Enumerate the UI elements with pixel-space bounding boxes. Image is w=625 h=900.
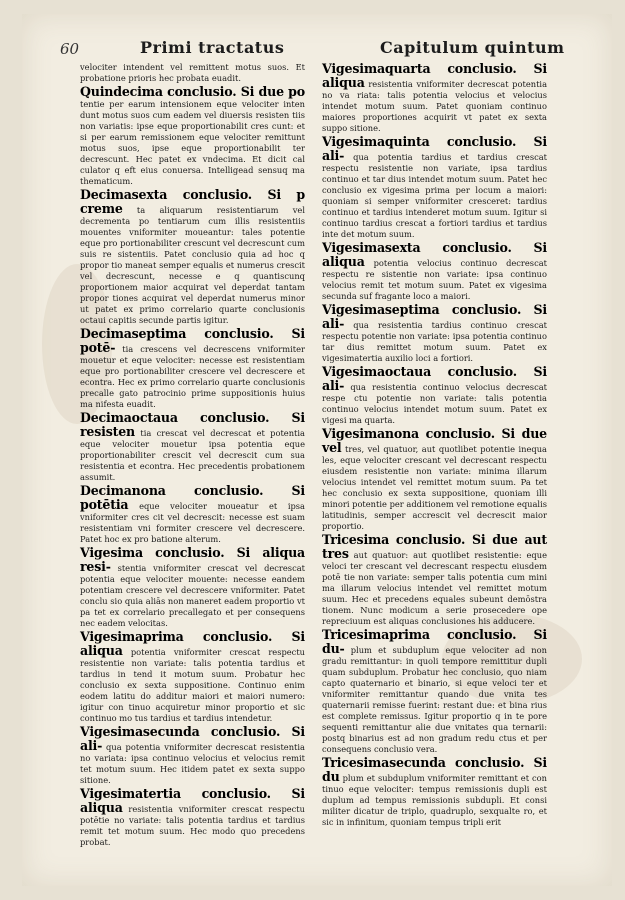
conclusion-paragraph — [322, 303, 547, 364]
conclusion-heading: Vigesimaquarta conclusio. Si aliqua — [322, 61, 547, 90]
conclusion-text: qua resistentia tardius continuo crescat respectu potentie non variate: ipsa potentia continuo tar dius remittet motum suum. Patet ex vigesimatertia auxilio loci a fortiori. — [322, 320, 547, 363]
conclusion-paragraph — [322, 628, 547, 755]
conclusion-heading: Tricesimaprima conclusio. Si du- — [322, 627, 547, 656]
conclusion-paragraph — [80, 546, 305, 629]
conclusion-heading: Tricesimasecunda conclusio. Si du — [322, 755, 547, 784]
conclusion-text: aut quatuor: aut quotlibet resistentie: eque veloci ter crescant vel decrescant respectu eiusdem potē tie non variate: semper talis potentia cum mini ma illarum velocius intendet vel remittet motum suum. Hec et precedens equales subeunt demōstra tionem. Nunc modicum a serie prosecedere ope repreciuum est aliquas conclusiones his adducere. — [322, 550, 547, 626]
conclusion-paragraph — [80, 484, 305, 545]
conclusion-heading: Vigesimaquinta conclusio. Si ali- — [322, 134, 547, 163]
conclusion-paragraph — [322, 62, 547, 134]
conclusion-heading: Quindecima conclusio. Si due po — [80, 84, 305, 99]
conclusion-text: plum et subduplum vniformiter remittant et con tinuo eque velociter: tempus remissionis dupli est duplum ad tempus remissionis subdupli. Et consi militer dicatur de triplo, quadruplo, sexqualte ro, et sic in infinitum, quoniam tempus tripli erit — [322, 773, 548, 827]
conclusion-paragraph — [322, 533, 547, 627]
conclusion-heading: Tricesima conclusio. Si due aut tres — [322, 532, 547, 561]
conclusion-text: stentia vniformiter crescat vel decrescat potentia eque velociter mouente: necesse eandem potentiam crescere vel decrescere vniformiter. Patet conclu sio quia aliās non maneret eadem proportio vt pa tet ex correlario precallegato et per consequens nec eadem velocitas. — [80, 563, 305, 628]
left-text-column — [80, 62, 305, 849]
conclusion-paragraph — [80, 85, 305, 187]
right-text-column — [322, 62, 547, 829]
conclusion-heading: Decimasexta conclusio. Si p creme — [80, 187, 305, 216]
conclusion-heading: Decimanona conclusio. Si potētia — [80, 483, 305, 512]
conclusion-heading: Vigesimasexta conclusio. Si aliqua — [322, 240, 547, 269]
conclusion-paragraph — [322, 365, 547, 426]
conclusion-heading: Vigesimaseptima conclusio. Si ali- — [322, 302, 547, 331]
conclusion-paragraph — [322, 241, 547, 302]
conclusion-text: resistentia vniformiter crescat respectu potētie no variate: talis potentia tardius et tardius remit tet motum suum. Hec modo quo precedens probat. — [80, 804, 305, 847]
conclusion-text: potentia velocius continuo decrescat respectu re sistentie non variate: ipsa continuo velocius remit tet motum suum. Patet ex vigesima secunda suf fragante loco a maiori. — [322, 258, 547, 301]
conclusion-text: tia crescens vel decrescens vniformiter mouetur et eque velociter: necesse est resistentiam eque pro portionabiliter crescere vel decrescere et econtra. Hec ex primo correlario quarte conclusionis precalle gato patrocinio prime suppositionis huius ma nifesta euadit. — [80, 344, 305, 409]
conclusion-text: tentie per earum intensionem eque velociter inten dunt motus suos cum eadem vel diuersis resisten tiis non variatis: ipse eque proportionabilit cres cunt: et si per earum remissionem eque velociter remittunt motus suos, ipse eque proportionabilit ter decrescunt. Hec patet ex vndecima. Et dicit cal culator q eft eius conuersa. Intelligead sensuq ma thematicum. — [80, 99, 305, 186]
conclusion-text: potentia vniformiter crescat respectu resistentie non variate: talis potentia tardius et tardius in tend it motum suum. Probatur hec conclusio ex sexta suppositione. Continuo enim eodem latitu do additur maiori et maiori numero: igitur con tinuo acquiretur minor proportio et sic continuo mo tus tardius et tardius intendetur. — [80, 647, 305, 723]
conclusion-heading: Vigesimatertia conclusio. Si aliqua — [80, 786, 305, 815]
conclusion-text: velociter intendent vel remittent motus suos. Et probatione prioris hec probata euadit. — [80, 62, 305, 83]
conclusion-text: ta aliquarum resistentiarum vel decrementa po tentiarum cum illis resistentiis mouentes vniformiter moueantur: tales potentie eque pro portionabiliter crescunt vel decrescunt cum suis re sistentiis. Patet conclusio quia ad hoc q propor tio maneat semper equalis et numerus crescit vel decrescunt, necesse e q quantiscunq proportionem maior acquirat vel deperdat tantam propor tiones acquirat vel deperdat numerus minor ut patet ex primo correlario quarte conclusionis octaui capitis secunde partis igitur. — [80, 205, 305, 325]
conclusion-paragraph — [80, 327, 305, 410]
conclusion-paragraph — [80, 62, 305, 84]
conclusion-paragraph — [322, 135, 547, 240]
conclusion-heading: Vigesimasecunda conclusio. Si ali- — [80, 724, 305, 753]
conclusion-heading: Vigesima conclusio. Si aliqua resi- — [80, 545, 305, 574]
running-head-left: Primi tractatus — [140, 38, 285, 57]
conclusion-paragraph — [80, 787, 305, 848]
conclusion-heading: Decimaseptima conclusio. Si potē- — [80, 326, 305, 355]
conclusion-text: resistentia vniformiter decrescat potentia no va riata: talis potentia velocius et velocius intendet motum suum. Patet quoniam continuo maiores proportiones acquirit vt patet ex sexta suppo sitione. — [322, 79, 548, 133]
conclusion-text: qua potentia tardius et tardius crescat respectu resistentie non variate, ipsa tardius continuo et tar dius intendet motum suum. Patet hec conclusio ex vigesima prima per locum a maiori: quoniam si semper vniformiter cresceret: tardius continuo et tardius intenderet motum suum. Igitur si continuo tardius crescat a fortiori tardius et tardius inte det motum suum. — [322, 152, 548, 239]
conclusion-paragraph — [322, 427, 547, 532]
conclusion-text: qua resistentia continuo velocius decrescat respe ctu potentie non variate: talis potentia continuo velocius intendet motum suum. Patet ex vigesi ma quarta. — [322, 382, 547, 425]
conclusion-text: eque velociter moueatur et ipsa vniformiter cres cit vel decrescit: necesse est suam resistentiam vni formiter crescere vel decrescere. Patet hoc ex pro batione alterum. — [80, 501, 306, 544]
conclusion-paragraph — [80, 411, 305, 483]
conclusion-text: qua potentia vniformiter decrescat resistentia no variata: ipsa continuo velocius et velocius remit tet motum suum. Hec itidem patet ex sexta suppo sitione. — [80, 742, 305, 785]
conclusion-paragraph — [80, 188, 305, 326]
conclusion-paragraph — [322, 756, 547, 828]
conclusion-heading: Vigesimaoctaua conclusio. Si ali- — [322, 364, 547, 393]
page-number: 60 — [60, 40, 80, 58]
conclusion-heading: Vigesimanona conclusio. Si due vel — [322, 426, 547, 455]
conclusion-text: tia crescat vel decrescat et potentia eque velociter mouetur ipsa potentia eque proportionabiliter crescit vel decrescit cum sua resistentia et econtra. Hec precedentis probationem assumit. — [80, 428, 305, 482]
conclusion-heading: Decimaoctaua conclusio. Si resisten — [80, 410, 305, 439]
conclusion-text: plum et subduplum eque velociter ad non gradu remittantur: in quoli tempore remittitur dupli quam subduplum. Probatur hec conclusio, quo niam capto quaternario et binario, si eque veloci ter et vniformiter remittantur quando due vnita tes quaternarii remisse fuerint: restant due: et bina rius est complete remissus. Igitur proportio q in te pore sequenti remittantur alie due vnitates qua ternarii: postq binarius est ad non gradum redu ctus et per consequens conclusio vera. — [322, 645, 547, 754]
conclusion-heading: Vigesimaprima conclusio. Si aliqua — [80, 629, 305, 658]
conclusion-paragraph — [80, 725, 305, 786]
running-head-right: Capitulum quintum — [380, 38, 565, 57]
conclusion-paragraph — [80, 630, 305, 724]
conclusion-text: tres, vel quatuor, aut quotlibet potentie inequa les, eque velociter crescant vel decrescant respectu eiusdem resistentie non variate: minima illarum velocius intendet vel remittet motum suum. Pa tet hec conclusio ex sexta suppositione, quoniam illi minori potentie per additionem vel remotione equalis latitudinis, semper accrescit vel decrescit maior proportio. — [322, 444, 547, 531]
